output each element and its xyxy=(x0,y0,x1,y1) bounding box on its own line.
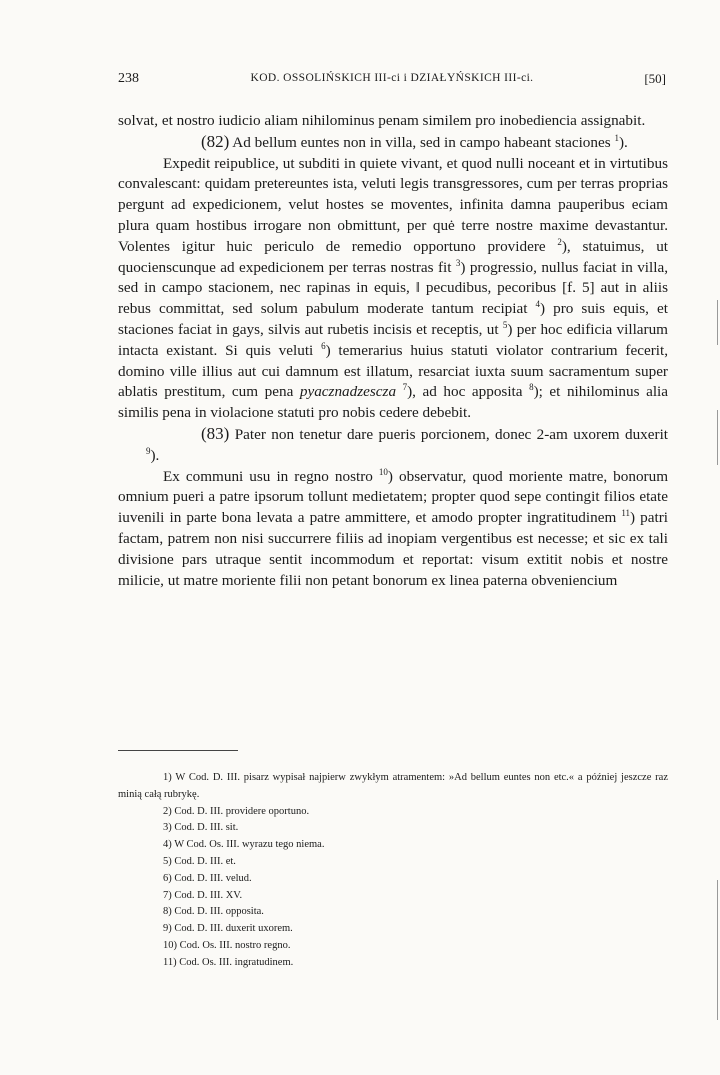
footnote-ref: 8 xyxy=(529,382,534,393)
footnote-mark: 2) xyxy=(163,805,172,817)
footnote-text: Cod. D. III. sit. xyxy=(174,822,239,834)
section-83-heading: (83) Pater non tenetur dare pueris porcionem, donec 2-am uxorem duxerit $^9$). xyxy=(146,423,669,464)
footnote-text: Cod. D. III. opposita. xyxy=(174,906,264,918)
footnote-ref: 7 xyxy=(402,382,408,393)
footnote-item xyxy=(118,888,668,905)
footnote-ref: 10 xyxy=(378,466,388,477)
footnote-mark: 9) xyxy=(163,923,172,935)
footnote-item xyxy=(118,871,668,888)
italic-term: pyacznadzescza xyxy=(299,383,397,401)
footnote-item xyxy=(118,938,668,955)
section-82-heading: (82) Ad bellum euntes non in villa, sed in campo habeant staciones $^1$). xyxy=(201,131,628,151)
footnote-mark: 11) xyxy=(163,956,177,968)
footnote-item xyxy=(118,904,668,921)
section-82-title: Ad bellum euntes non in villa, sed in campo habeant staciones xyxy=(232,133,611,151)
footnote-ref: 4 xyxy=(535,299,540,310)
scan-edge-mark xyxy=(717,410,718,465)
footnote-text: W Cod. D. III. pisarz wypisał najpierw zwykłym atramentem: »Ad bellum euntes non etc.« a później jeszcze raz minią całą rubrykę. xyxy=(118,772,668,800)
page-number: 238 xyxy=(118,71,139,86)
footnote-ref: 1 xyxy=(614,132,619,143)
folio-number: [50] xyxy=(644,71,666,86)
footnote-mark: 5) xyxy=(163,855,172,867)
footnote-item xyxy=(118,820,668,837)
footnote-text: W Cod. Os. III. wyrazu tego niema. xyxy=(174,839,325,851)
footnote-text: Cod. D. III. providere oportuno. xyxy=(174,805,310,817)
footnote-ref: 11 xyxy=(621,508,631,519)
footnote-text: Cod. D. III. et. xyxy=(174,855,236,867)
footnote-item xyxy=(118,854,668,871)
footnote-text: Cod. D. III. velud. xyxy=(174,872,252,884)
footnote-divider xyxy=(118,750,238,751)
footnote-ref: 3 xyxy=(455,257,461,268)
running-title: KOD. OSSOLIŃSKICH III-ci i DZIAŁYŃSKICH III-ci. xyxy=(250,72,534,84)
section-82-number: (82) xyxy=(201,131,230,151)
footnote-text: Cod. Os. III. ingratudinem. xyxy=(179,956,294,968)
intro-paragraph: solvat, et nostro iudicio aliam nihilominus penam similem pro inobediencia assignabit. xyxy=(118,112,646,129)
section-82-paragraph: Expedit reipublice, ut subditi in quiete vivant, et quod nulli noceant et in virtutibus convalescant: quidam pretereuntes ista, veluti legis transgressores, cum per terras proprias pergunt ad expedicionem, velut hostes se moventes, infinita damna pauperibus eciam plura quam hostibus irrogare non obmittunt, per quė terre nostre maxime devastantur. Volentes igitur huic periculo de remedio opportuno providere $^2$), statuimus, ut quocienscunque ad expedicionem per terras nostras fit $^3$) progressio, nullus faciat in villa, sed in campo stacionem, nec rapinas in equis, ‖ pecudibus, pecoribus [f. 5] aut in aliis rebus committat, sed solum pabulum moderate tantum recipiat $^4$) pro suis equis, et staciones faciat in gays, silvis aut rubetis incisis et receptis, ut $^5$) per hoc edificia villarum intacta existant. Si quis veluti $^6$) temerarius huius statuti violator contrarium fecerit, domino ville illius aut cui damnum est illatum, resarciat iuxta suum sacramentum super ablatis prestitum, cum pena pyacznadzescza $^7$), ad hoc apposita $^8$); et nihilominus alia similis pena in violacione statuti pro nobis cedere debebit. xyxy=(118,154,669,422)
footnote-ref: 2 xyxy=(557,236,562,247)
footnote-text: Cod. D. III. XV. xyxy=(174,889,243,901)
footnotes xyxy=(118,770,668,972)
main-text xyxy=(118,111,668,591)
footnote-mark: 10) xyxy=(163,939,177,951)
folio-marker: [f. 5] xyxy=(562,279,595,297)
section-83-number: (83) xyxy=(201,423,230,443)
footnote-mark: 4) xyxy=(163,839,172,851)
footnote-mark: 3) xyxy=(163,822,172,834)
page-header xyxy=(118,71,666,91)
footnote-ref: 5 xyxy=(502,319,508,330)
footnote-item xyxy=(118,921,668,938)
section-83-paragraph: Ex communi usu in regno nostro $^{10}$) observatur, quod moriente matre, bonorum omnium pueri a patre ipsorum tollunt medietatem; propter quod sepe contingit filios etate iuvenili in parte bona levata a patre ammittere, et amodo propter ingratitudinem $^{11}$) patri factam, patrem non nisi succurrere filiis ad inopiam vergentibus est necesse; et sic ex tali divisione pars utraque sentit incommodum et reportat: visum extitit nobis et nostre milicie, ut matre moriente filii non petant bonorum ex linea paterna obveniencium xyxy=(118,466,669,589)
scan-edge-mark xyxy=(717,880,718,1020)
footnote-mark: 8) xyxy=(163,906,172,918)
footnote-mark: 7) xyxy=(163,889,172,901)
footnote-item xyxy=(118,837,668,854)
footnote-item xyxy=(118,770,668,804)
footnote-ref: 6 xyxy=(321,340,326,351)
scan-edge-mark xyxy=(717,300,718,345)
footnote-text: Cod. D. III. duxerit uxorem. xyxy=(174,923,293,935)
section-83-title: Pater non tenetur dare pueris porcionem, donec 2-am uxorem duxerit xyxy=(234,425,669,443)
footnote-text: Cod. Os. III. nostro regno. xyxy=(179,939,291,951)
footnote-item xyxy=(118,955,668,972)
footnote-item xyxy=(118,804,668,821)
footnote-mark: 6) xyxy=(163,872,172,884)
footnote-ref: 9 xyxy=(146,445,151,456)
footnote-mark: 1) xyxy=(163,772,172,783)
